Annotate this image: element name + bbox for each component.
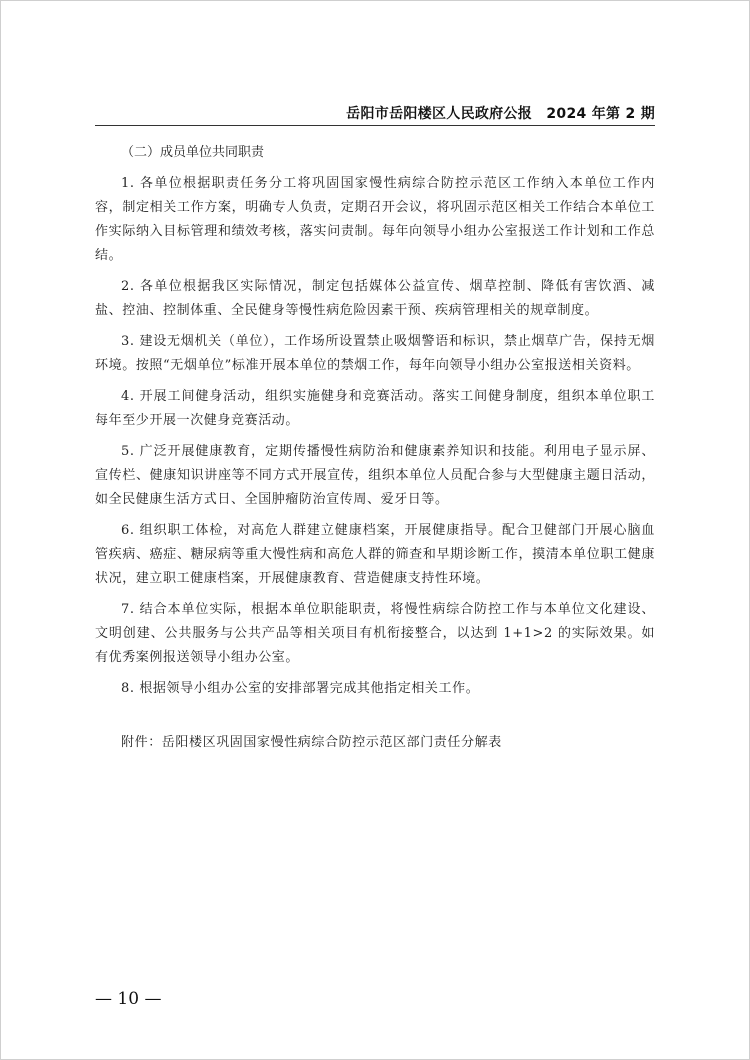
paragraph-6: 6. 组织职工体检，对高危人群建立健康档案，开展健康指导。配合卫健部门开展心脑血管疾病、癌症、糖尿病等重大慢性病和高危人群的筛查和早期诊断工作，摸清本单位职工健康状况，建立职工健康档案，开展健康教育、营造健康支持性环境。 [95,523,655,586]
paragraph-3: 3. 建设无烟机关（单位），工作场所设置禁止吸烟警语和标识，禁止烟草广告，保持无烟环境。按照“无烟单位”标准开展本单位的禁烟工作，每年向领导小组办公室报送相关资料。 [95,334,655,373]
paragraph-1: 1. 各单位根据职责任务分工将巩固国家慢性病综合防控示范区工作纳入本单位工作内容，制定相关工作方案，明确专人负责，定期召开会议，将巩固示范区相关工作结合本单位工作实际纳入目标管理和绩效考核，落实问责制。每年向领导小组办公室报送工作计划和工作总结。 [95,176,655,263]
gazette-header: 岳阳市岳阳楼区人民政府公报 2024 年第 2 期 [346,106,655,122]
section-title: （二）成员单位共同职责 [121,145,265,160]
paragraph-2: 2. 各单位根据我区实际情况，制定包括媒体公益宣传、烟草控制、降低有害饮酒、减盐、控油、控制体重、全民健身等慢性病危险因素干预、疾病管理相关的规章制度。 [95,279,655,318]
paragraph-4: 4. 开展工间健身活动，组织实施健身和竞赛活动。落实工间健身制度，组织本单位职工每年至少开展一次健身竞赛活动。 [95,389,655,428]
paragraph-5: 5. 广泛开展健康教育，定期传播慢性病防治和健康素养知识和技能。利用电子显示屏、宣传栏、健康知识讲座等不同方式开展宣传，组织本单位人员配合参与大型健康主题日活动，如全民健康生活方式日、全国肿瘤防治宣传周、爱牙日等。 [95,444,655,507]
header-rule [95,125,655,126]
paragraph-8: 8. 根据领导小组办公室的安排部署完成其他指定相关工作。 [121,681,480,696]
page-number: — 10 — [95,989,162,1009]
document-body [95,141,655,768]
paragraph-7: 7. 结合本单位实际，根据本单位职能职责，将慢性病综合防控工作与本单位文化建设、文明创建、公共服务与公共产品等相关项目有机衔接整合，以达到 1+1>2 的实际效果。如有优秀案例报送领导小组办公室。 [95,602,655,665]
attachment-note: 附件：岳阳楼区巩固国家慢性病综合防控示范区部门责任分解表 [121,735,502,750]
